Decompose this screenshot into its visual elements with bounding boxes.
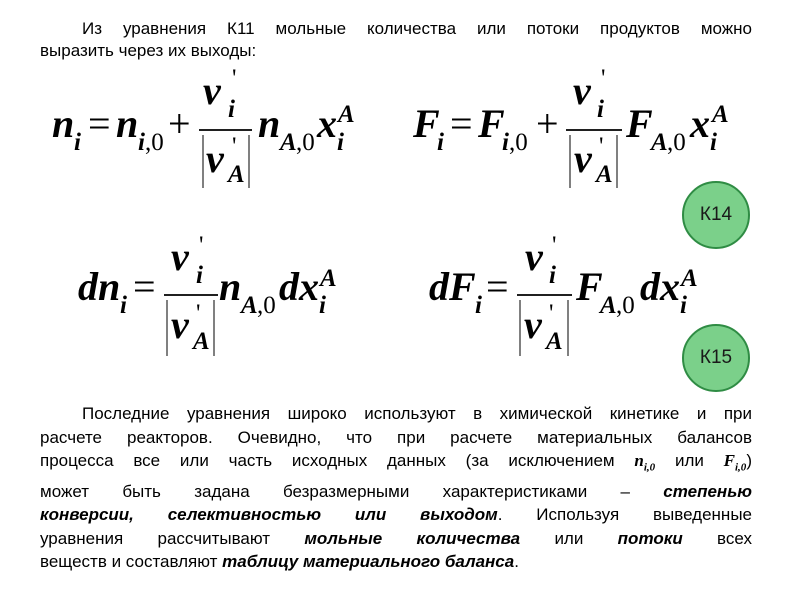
f-subscript: i,0 xyxy=(735,461,747,474)
svg-text:ν: ν xyxy=(171,234,189,279)
svg-text:': ' xyxy=(552,232,557,259)
explanation-paragraph xyxy=(40,402,752,574)
svg-text:i: i xyxy=(120,292,127,319)
line-6-or: или xyxy=(554,528,584,548)
n-subscript: i,0 xyxy=(643,461,656,474)
svg-text:A: A xyxy=(228,161,245,188)
svg-text:ν: ν xyxy=(206,136,224,181)
svg-text:A: A xyxy=(712,101,729,128)
explanation-line-3 xyxy=(40,449,752,480)
svg-text:n: n xyxy=(219,264,242,309)
closing-paren: ) xyxy=(746,451,752,470)
svg-text:=: = xyxy=(88,101,111,146)
line-5-text: . Используя выведенные xyxy=(497,505,752,525)
svg-text:dx: dx xyxy=(640,264,680,309)
svg-text:': ' xyxy=(599,133,604,160)
f-i0-symbol xyxy=(723,451,747,474)
explanation-line-6 xyxy=(40,527,752,551)
explanation-line-2: расчете реакторов. Очевидно, что при расчете материальных балансов xyxy=(40,427,752,447)
svg-text:i: i xyxy=(319,292,326,319)
term-molar-quantities: мольные количества xyxy=(304,528,521,548)
svg-text:': ' xyxy=(232,65,237,92)
svg-text:ν: ν xyxy=(203,68,221,113)
svg-text:F: F xyxy=(576,264,603,309)
svg-text:ν: ν xyxy=(574,136,592,181)
svg-text:,0: ,0 xyxy=(509,129,528,156)
svg-text:,0: ,0 xyxy=(616,292,635,319)
term-degree: степенью xyxy=(663,481,752,501)
svg-text:,0: ,0 xyxy=(257,292,276,319)
svg-text:A: A xyxy=(546,328,563,355)
svg-text:n: n xyxy=(52,101,75,146)
svg-text:i: i xyxy=(437,129,444,156)
svg-text:dn: dn xyxy=(78,264,121,309)
equation-f-i xyxy=(412,65,729,188)
equation-dn-i xyxy=(78,232,337,356)
equation-n-i xyxy=(52,65,355,188)
n-i0-symbol xyxy=(634,451,656,474)
line-6-text-e: всех xyxy=(717,528,752,548)
explanation-line-7 xyxy=(40,550,752,574)
svg-text:i: i xyxy=(475,292,482,319)
svg-text:': ' xyxy=(196,300,201,327)
svg-text:ν: ν xyxy=(573,68,591,113)
svg-text:A: A xyxy=(681,265,698,292)
equation-number-k14: К14 xyxy=(682,181,750,249)
svg-text:A: A xyxy=(651,129,668,156)
svg-text:i: i xyxy=(549,262,556,289)
svg-text:i: i xyxy=(196,262,203,289)
intro-line-1: Из уравнения К11 мольные количества или потоки продуктов можно xyxy=(82,19,752,38)
svg-text:A: A xyxy=(596,161,613,188)
svg-text:dx: dx xyxy=(279,264,319,309)
svg-text:A: A xyxy=(193,328,210,355)
svg-text:': ' xyxy=(232,133,237,160)
line-7-text: веществ и составляют xyxy=(40,552,218,572)
f-symbol: F xyxy=(723,451,735,470)
explanation-line-5 xyxy=(40,503,752,527)
line-6-text-a: уравнения рассчитывают xyxy=(40,528,271,548)
svg-text:+: + xyxy=(168,101,191,146)
term-flows: потоки xyxy=(617,528,683,548)
svg-text:i: i xyxy=(74,129,81,156)
svg-text:=: = xyxy=(486,264,509,309)
term-material-balance-table: таблицу материального баланса xyxy=(222,552,515,572)
svg-text:i: i xyxy=(337,129,344,156)
term-conversion-selectivity-yield: конверсии, селективностью или выходом xyxy=(40,505,498,525)
svg-text:A: A xyxy=(241,292,258,319)
svg-text:i: i xyxy=(228,96,235,123)
svg-text:F: F xyxy=(413,101,440,146)
svg-text:n: n xyxy=(116,101,139,146)
svg-text:ν: ν xyxy=(171,302,189,347)
svg-text:A: A xyxy=(280,129,297,156)
svg-text:x: x xyxy=(317,101,337,146)
or-word: или xyxy=(674,451,704,470)
svg-text:': ' xyxy=(601,65,606,92)
svg-text:A: A xyxy=(338,101,355,128)
svg-text:': ' xyxy=(199,232,204,259)
svg-text:F: F xyxy=(478,101,505,146)
line-4-text: может быть задана безразмерными характеристиками – xyxy=(40,481,630,501)
svg-text:F: F xyxy=(626,101,653,146)
svg-text:i: i xyxy=(710,129,717,156)
svg-text:dF: dF xyxy=(429,264,476,309)
n-symbol: n xyxy=(634,451,644,470)
svg-text:A: A xyxy=(600,292,617,319)
svg-text:i: i xyxy=(138,129,145,156)
svg-text:i: i xyxy=(502,129,509,156)
explanation-line-4 xyxy=(40,480,752,504)
svg-text:,0: ,0 xyxy=(296,129,315,156)
svg-text:ν: ν xyxy=(525,234,543,279)
equation-df-i xyxy=(429,232,698,356)
svg-text:=: = xyxy=(133,264,156,309)
svg-text:i: i xyxy=(597,96,604,123)
svg-text:i: i xyxy=(680,292,687,319)
svg-text:+: + xyxy=(536,101,559,146)
svg-text:,0: ,0 xyxy=(667,129,686,156)
intro-line-2: выразить через их выходы: xyxy=(40,41,257,60)
equation-number-k15: К15 xyxy=(682,324,750,392)
explanation-line-1: Последние уравнения широко используют в химической кинетике и при xyxy=(82,404,752,423)
line-3-text: процесса все или часть исходных данных (за исключением xyxy=(40,451,615,470)
svg-text:A: A xyxy=(320,265,337,292)
svg-text:ν: ν xyxy=(524,302,542,347)
svg-text:': ' xyxy=(549,300,554,327)
svg-text:=: = xyxy=(450,101,473,146)
svg-text:x: x xyxy=(690,101,710,146)
svg-text:,0: ,0 xyxy=(145,129,164,156)
svg-text:n: n xyxy=(258,101,281,146)
final-period: . xyxy=(514,552,519,572)
